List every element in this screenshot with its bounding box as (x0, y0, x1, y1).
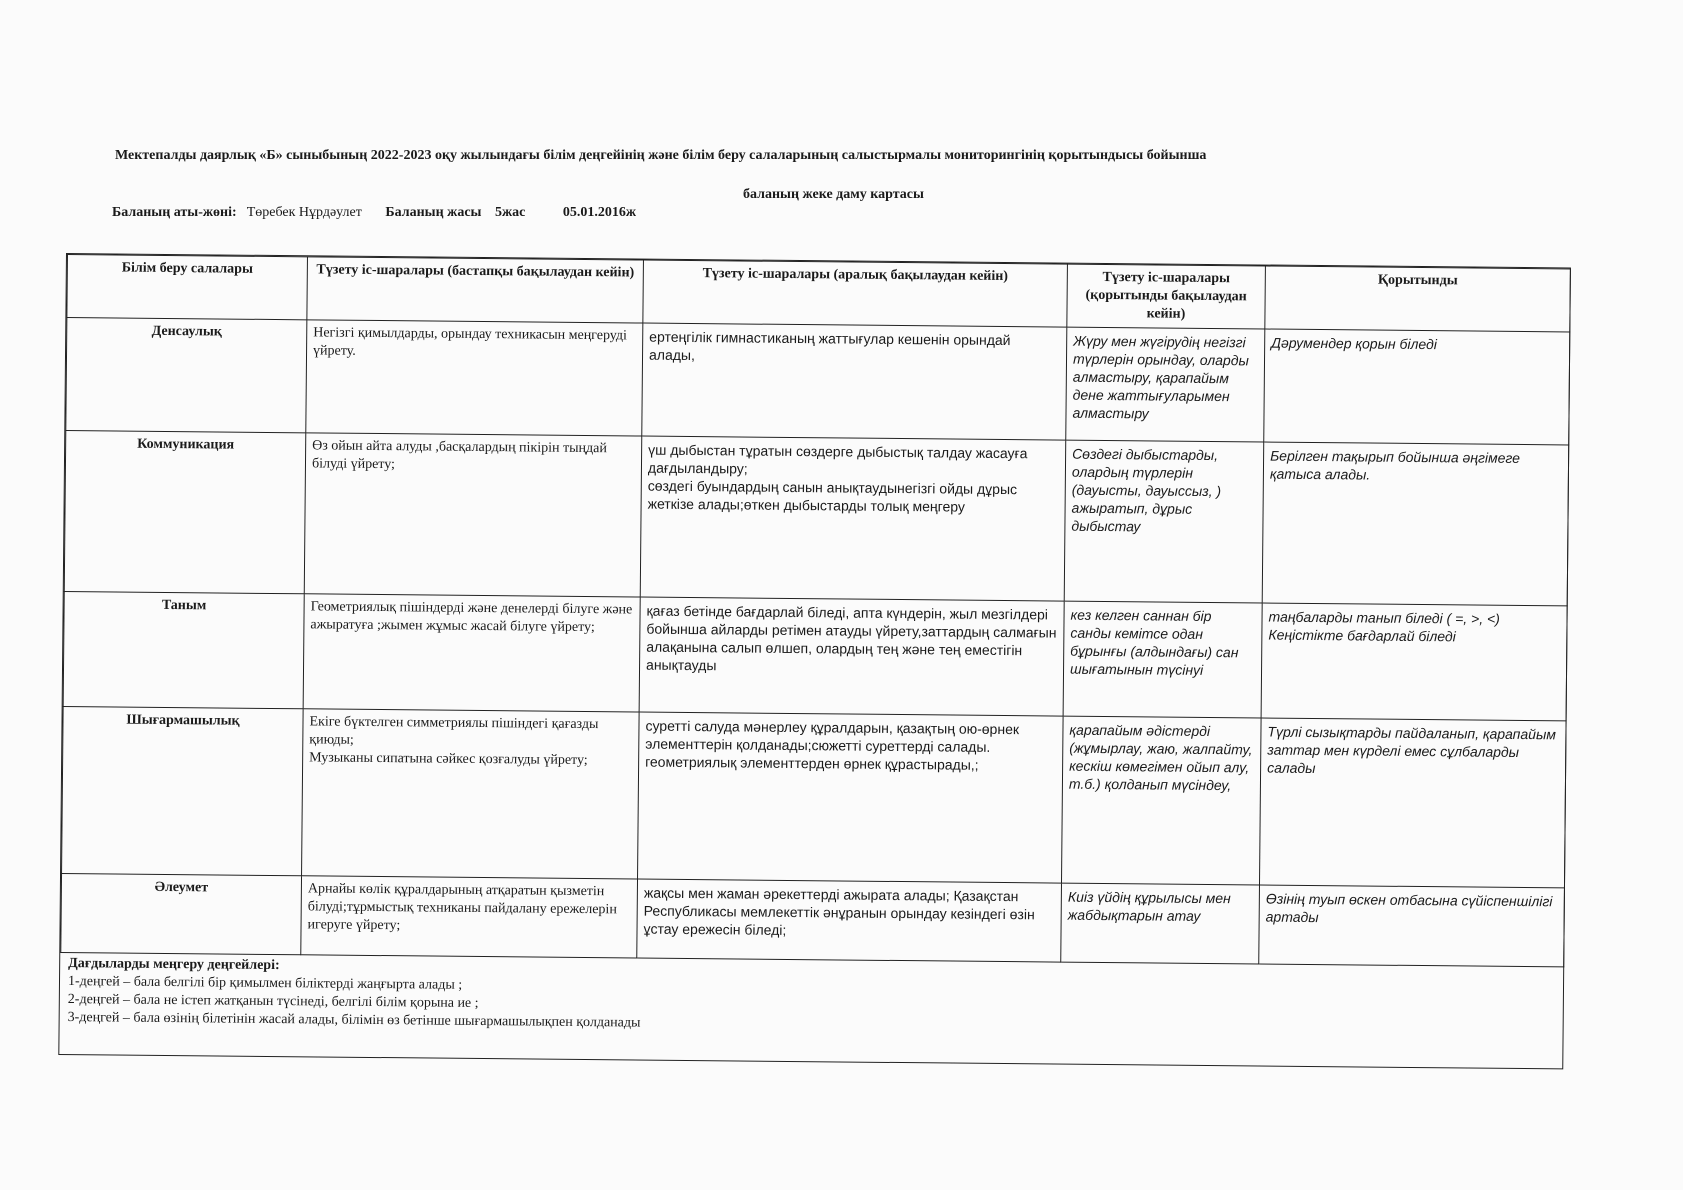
development-table (58, 253, 1571, 1069)
intermediate-cell: қағаз бетінде бағдарлай біледі, апта күндерін, жыл мезгілдері бойынша айларды ретімен атауды үйрету,заттардың салмағын алақанына салып өлшеп, олардың тең және тең еместігін анықтауды (639, 597, 1064, 716)
table-row (64, 431, 1568, 606)
subject-cell: Әлеумет (61, 873, 302, 954)
conclusion-cell: Дәрумендер қорын біледі (1264, 329, 1570, 445)
conclusion-cell: таңбаларды танып біледі ( =, >, <) Кеңістікте бағдарлай біледі (1261, 603, 1567, 721)
intermediate-cell: үш дыбыстан тұратын сөздерге дыбыстық талдау жасауға дағдыландыру; сөздегі буындардың санын анықтаудынегізгі ойды дұрыс жеткізе алады;өткен дыбыстарды толық меңгеру (640, 436, 1066, 601)
subject-cell: Коммуникация (64, 431, 306, 594)
conclusion-cell: Өзінің туып өскен отбасына сүйіспеншілігі артады (1259, 885, 1565, 967)
subject-cell: Таным (63, 591, 304, 708)
conclusion-cell: Берілген тақырып бойынша әңгімеге қатыса алады. (1262, 442, 1569, 606)
col-header-intermediate: Түзету іс-шаралары (аралық бақылаудан кейін) (643, 260, 1068, 327)
table-row (63, 591, 1567, 720)
initial-cell: Негізгі қимылдарды, орындау техникасын меңгеруді үйрету. (306, 320, 643, 436)
legend-level-1: 1-деңгей – бала белгілі бір қимылмен біліктерді жаңғырта алады ; (67, 974, 463, 993)
child-name-label: Баланың аты-жөні: Төребек Нұрдәулет (112, 205, 362, 220)
legend-title: Дағдыларды меңгеру деңгейлері: (68, 956, 280, 974)
col-header-conclusion: Қорытынды (1265, 266, 1571, 332)
legend-level-3: 3-деңгей – бала өзінің білетінін жасай алады, білімін өз бетінше шығармашылықпен қолданады (67, 1010, 641, 1031)
initial-cell: Өз ойын айта алуды ,басқалардың пікірін тыңдай білуді үйрету; (304, 433, 642, 597)
document-title: Мектепалды даярлық «Б» сыныбының 2022-2023 оқу жылындағы білім деңгейінің және білім беру салаларының салыстырмалы мониторингінің қорытындысы бойынша (115, 148, 1207, 163)
conclusion-cell: Түрлі сызықтарды пайдаланып, қарапайым заттар мен күрделі емес сұлбаларды салады (1259, 718, 1566, 888)
initial-cell: Екіге бүктелген симметриялы пішіндегі қағазды қиюды; Музыканы сипатына сәйкес қозғалуды үйрету; (302, 709, 640, 879)
col-header-subject: Білім беру салалары (67, 255, 308, 320)
initial-cell: Геометриялық пішіндерді және денелерді білуге және ажыратуға ;жымен жұмыс жасай білуге үйрету; (303, 594, 640, 712)
child-info-line (112, 205, 646, 221)
final-cell: қарапайым әдістерді (жұмырлау, жаю, жалпайту, кескіш көмегімен ойып алу, т.б.) қолданып мүсіндеу, (1061, 716, 1261, 885)
col-header-initial: Түзету іс-шаралары (бастапқы бақылаудан кейін) (307, 257, 644, 323)
final-cell: Сөздегі дыбыстарды, олардың түрлерін (дауысты, дауыссыз, ) ажыратып, дұрыс дыбыстау (1064, 440, 1264, 603)
subject-cell: Денсаулық (66, 318, 307, 433)
intermediate-cell: жақсы мен жаман әрекеттерді ажырата алады; Қазақстан Республикасы мемлекеттік әнұранын орындау кезіндегі өзін ұстау ережесін біледі; (637, 879, 1062, 962)
child-age-label: Баланың жасы (385, 205, 482, 220)
table-row (61, 873, 1565, 966)
child-name: Төребек Нұрдәулет (246, 205, 362, 220)
document-subtitle: баланың жеке даму картасы (743, 187, 924, 202)
initial-cell: Арнайы көлік құралдарының атқаратын қызметін білуді;тұрмыстық техниканы пайдалану ережелерін игеруге үйрету; (301, 876, 638, 958)
skill-levels-legend (60, 953, 1564, 1043)
final-cell: Киіз үйдің құрылысы мен жабдықтарын атау (1061, 883, 1260, 964)
col-header-final: Түзету іс-шаралары (қорытынды бақылаудан кейін) (1067, 264, 1266, 329)
intermediate-cell: ертеңгілік гимнастиканың жаттығулар кешенін орындай алады, (642, 323, 1067, 440)
child-age-value: 5жас (494, 205, 526, 220)
intermediate-cell: суретті салуда мәнерлеу құралдарын, қазақтың ою-өрнек элементтерін қолданады;сюжетті суреттерді салады. геометриялық элементтерден өрнек құрастырады,; (638, 712, 1064, 883)
subject-cell: Шығармашылық (62, 706, 304, 875)
table-row (62, 706, 1567, 887)
final-cell: Жүру мен жүгірудің негізгі түрлерін орындау, оларды алмастыру, қарапайым дене жаттығуларымен алмастыру (1066, 327, 1265, 442)
final-cell: кез келген саннан бір санды кемітсе одан бұрынғы (алдындағы) сан шығатынын түсінуі (1063, 601, 1262, 718)
legend-level-2: 2-деңгей – бала не істеп жатқанын түсінеді, белгілі білім қорына ие ; (67, 992, 479, 1011)
table-row (66, 318, 1570, 445)
birth-date: 05.01.2016ж (562, 205, 636, 220)
